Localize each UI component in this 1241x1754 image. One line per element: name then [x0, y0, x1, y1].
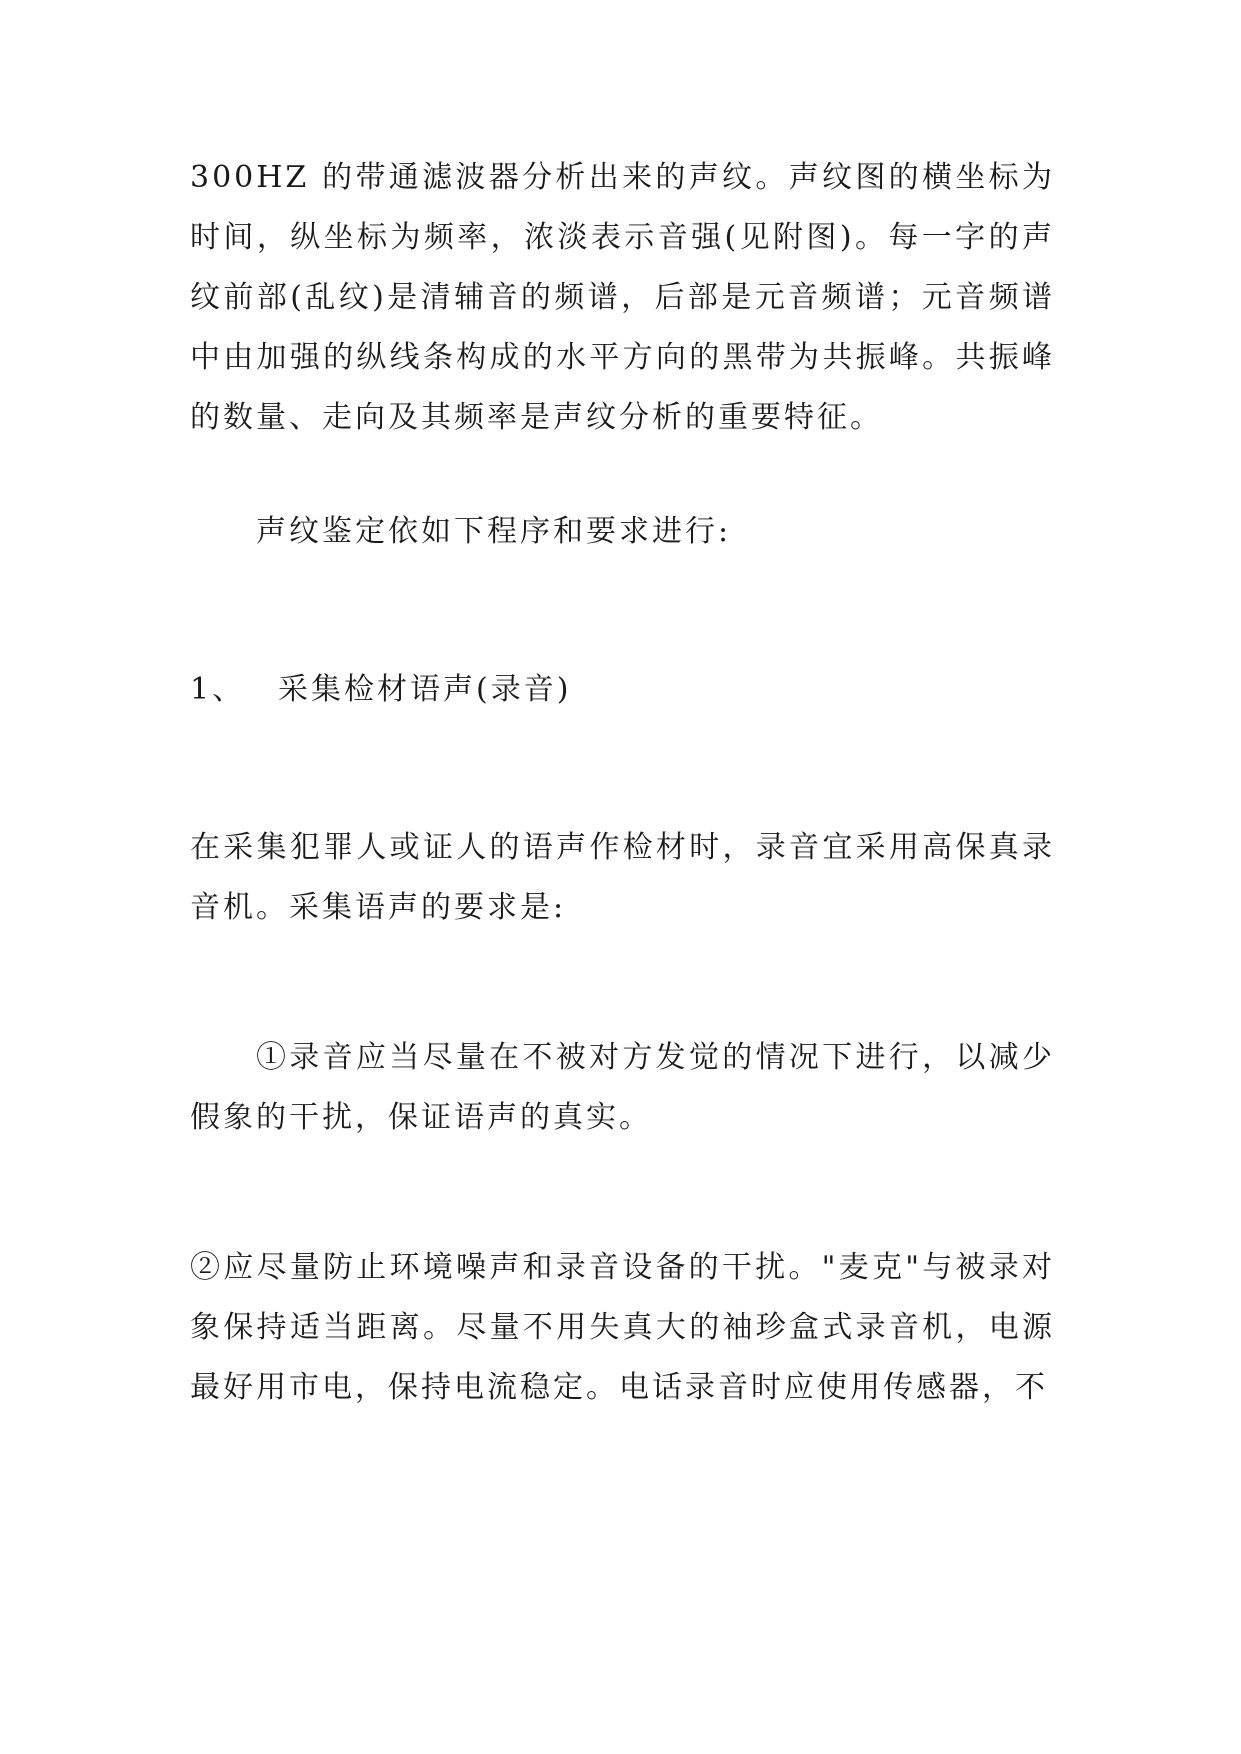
- section-heading: [190, 660, 1055, 720]
- paragraph-requirement-2: ②应尽量防止环境噪声和录音设备的干扰。"麦克"与被录对象保持适当距离。尽量不用失真大的袖珍盒式录音机，电源最好用市电，保持电流稳定。电话录音时应使用传感器，不: [190, 1250, 1055, 1405]
- paragraph-collection-intro: 在采集犯罪人或证人的语声作检材时，录音宜采用高保真录音机。采集语声的要求是:: [190, 830, 1055, 925]
- paragraph-procedure-intro: 声纹鉴定依如下程序和要求进行:: [256, 514, 732, 549]
- section-heading-number: 1、: [190, 672, 246, 707]
- paragraph-voiceprint-description: 300HZ 的带通滤波器分析出来的声纹。声纹图的横坐标为时间，纵坐标为频率，浓淡表示音强(见附图)。每一字的声纹前部(乱纹)是清辅音的频谱，后部是元音频谱；元音频谱中由加强的纵线条构成的水平方向的黑带为共振峰。共振峰的数量、走向及其频率是声纹分析的重要特征。: [190, 160, 1055, 435]
- paragraph-requirement-1: ①录音应当尽量在不被对方发觉的情况下进行，以减少假象的干扰，保证语声的真实。: [190, 1040, 1055, 1135]
- section-heading-title: 采集检材语声(录音): [278, 672, 572, 707]
